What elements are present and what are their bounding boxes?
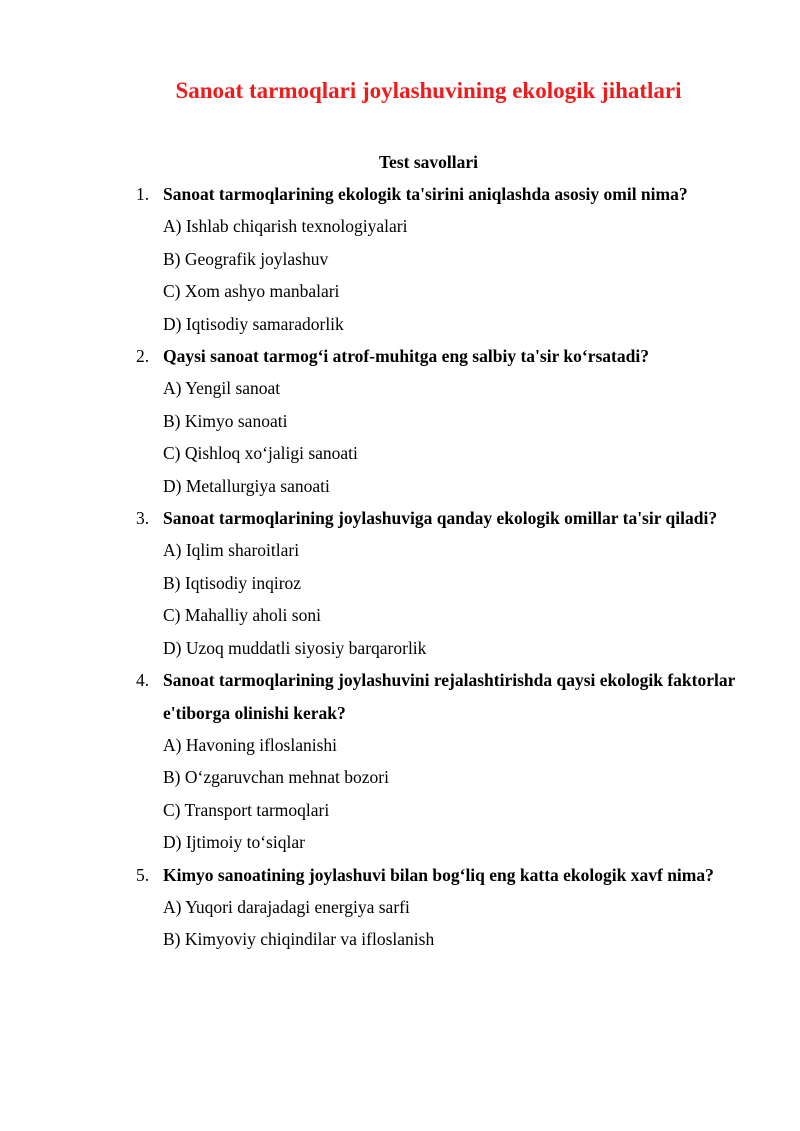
answer-option: C) Xom ashyo manbalari: [163, 281, 340, 302]
answer-option: B) Geografik joylashuv: [163, 248, 329, 269]
question-text: Sanoat tarmoqlarining joylashuviga qanday ekologik omillar ta'sir qiladi?: [163, 508, 718, 529]
question-item: [0, 178, 800, 340]
question-number: 5.: [136, 864, 150, 885]
answer-option: C) Qishloq xo‘jaligi sanoati: [163, 443, 358, 464]
answer-option: C) Mahalliy aholi soni: [163, 605, 321, 626]
answer-option: A) Ishlab chiqarish texnologiyalari: [163, 216, 408, 237]
question-text: Sanoat tarmoqlarining joylashuvini rejalashtirishda qaysi ekologik faktorlar e'tiborga olinishi kerak?: [163, 670, 736, 723]
question-item: [0, 664, 800, 858]
question-text: Qaysi sanoat tarmog‘i atrof-muhitga eng salbiy ta'sir ko‘rsatadi?: [163, 346, 649, 367]
answer-option: A) Yuqori darajadagi energiya sarfi: [163, 896, 410, 917]
question-number: 3.: [136, 508, 150, 529]
question-text: Sanoat tarmoqlarining ekologik ta'sirini aniqlashda asosiy omil nima?: [163, 184, 688, 204]
question-number: 4.: [136, 670, 150, 691]
answer-option: D) Metallurgiya sanoati: [163, 475, 330, 496]
question-number: 2.: [136, 346, 150, 367]
answer-option: D) Iqtisodiy samaradorlik: [163, 313, 344, 334]
question-text: Kimyo sanoatining joylashuvi bilan bog‘liq eng katta ekologik xavf nima?: [163, 864, 714, 885]
answer-option: B) Kimyoviy chiqindilar va ifloslanish: [163, 929, 435, 950]
answer-option: C) Transport tarmoqlari: [163, 799, 330, 820]
answer-option: B) O‘zgaruvchan mehnat bozori: [163, 767, 389, 788]
answer-option: D) Ijtimoiy to‘siqlar: [163, 832, 305, 853]
answer-option: B) Iqtisodiy inqiroz: [163, 572, 302, 593]
question-item: [0, 340, 800, 502]
page-title: Sanoat tarmoqlari joylashuvining ekologik jihatlari: [175, 78, 682, 103]
question-list: [0, 178, 800, 956]
answer-option: A) Havoning ifloslanishi: [163, 734, 338, 755]
question-number: 1.: [136, 184, 150, 204]
answer-option: A) Yengil sanoat: [163, 378, 281, 399]
question-item: [0, 502, 800, 664]
answer-option: B) Kimyo sanoati: [163, 410, 288, 431]
answer-option: A) Iqlim sharoitlari: [163, 540, 300, 561]
answer-option: D) Uzoq muddatli siyosiy barqarorlik: [163, 637, 427, 658]
section-subtitle: Test savollari: [378, 152, 478, 172]
question-item: [0, 859, 800, 956]
